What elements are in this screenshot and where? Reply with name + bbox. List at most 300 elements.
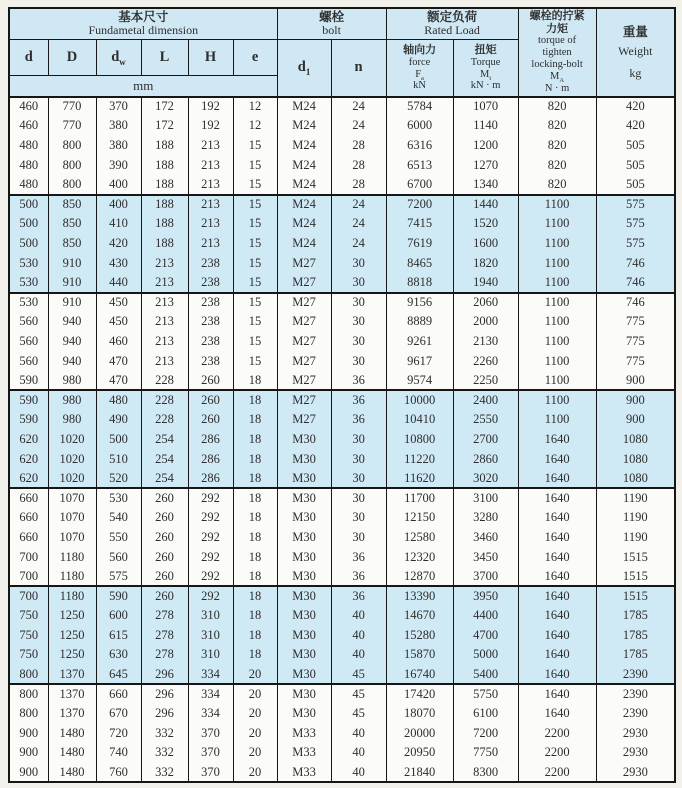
cell-bolt-size: M24 — [277, 195, 331, 215]
cell-bolt-count: 36 — [331, 586, 386, 606]
cell-weight: 2390 — [596, 665, 675, 685]
cell-locking-torque: 1640 — [518, 508, 596, 528]
cell-axial-force: 12870 — [386, 567, 453, 587]
cell-axial-force: 6000 — [386, 116, 453, 136]
locking-torque-zh-line2: 力矩 — [546, 22, 569, 35]
table-row — [9, 312, 675, 332]
cell-d: 500 — [9, 195, 48, 215]
cell-bolt-count: 30 — [331, 312, 386, 332]
cell-axial-force: 6316 — [386, 136, 453, 156]
rated-load-zh: 额定负荷 — [427, 10, 478, 24]
cell-bolt-size: M24 — [277, 155, 331, 175]
cell-bolt-count: 30 — [331, 253, 386, 273]
cell-locking-torque: 820 — [518, 175, 596, 195]
cell-torque: 7200 — [453, 724, 518, 744]
cell-locking-torque: 1100 — [518, 332, 596, 352]
cell-weight: 575 — [596, 234, 675, 254]
cell-axial-force: 9574 — [386, 371, 453, 391]
cell-locking-torque: 1640 — [518, 586, 596, 606]
cell-axial-force: 8465 — [386, 253, 453, 273]
cell-locking-torque: 820 — [518, 116, 596, 136]
cell-L: 213 — [141, 273, 188, 293]
cell-d: 900 — [9, 763, 48, 783]
cell-bolt-count: 36 — [331, 410, 386, 430]
cell-axial-force: 12580 — [386, 528, 453, 548]
cell-d: 500 — [9, 234, 48, 254]
cell-H: 310 — [188, 645, 233, 665]
header-n: n — [331, 40, 386, 97]
cell-D: 1480 — [48, 763, 96, 783]
cell-d: 620 — [9, 430, 48, 450]
cell-bolt-count: 36 — [331, 371, 386, 391]
cell-bolt-size: M30 — [277, 586, 331, 606]
cell-weight: 575 — [596, 214, 675, 234]
cell-axial-force: 10800 — [386, 430, 453, 450]
cell-e: 18 — [233, 449, 277, 469]
cell-L: 296 — [141, 665, 188, 685]
cell-torque: 3020 — [453, 469, 518, 489]
cell-torque: 5000 — [453, 645, 518, 665]
cell-dw: 390 — [96, 155, 141, 175]
locking-torque-unit: N · m — [544, 83, 570, 95]
cell-bolt-size: M30 — [277, 645, 331, 665]
cell-torque: 3450 — [453, 547, 518, 567]
cell-axial-force: 12320 — [386, 547, 453, 567]
fundamental-dimension-en: Fundametal dimension — [88, 23, 199, 38]
cell-bolt-count: 45 — [331, 684, 386, 704]
cell-axial-force: 8889 — [386, 312, 453, 332]
table-row — [9, 371, 675, 391]
cell-D: 1250 — [48, 626, 96, 646]
table-row — [9, 567, 675, 587]
cell-D: 850 — [48, 234, 96, 254]
cell-torque: 1070 — [453, 97, 518, 117]
cell-e: 20 — [233, 763, 277, 783]
table-row — [9, 724, 675, 744]
cell-dw: 740 — [96, 743, 141, 763]
cell-torque: 2250 — [453, 371, 518, 391]
torque-unit: kN · m — [470, 80, 501, 92]
cell-locking-torque: 1640 — [518, 430, 596, 450]
cell-D: 910 — [48, 293, 96, 313]
cell-weight: 1190 — [596, 488, 675, 508]
cell-d: 460 — [9, 97, 48, 117]
locking-torque-zh-line1: 螺栓的拧紧 — [529, 10, 585, 22]
axial-force-zh: 轴向力 — [403, 43, 437, 56]
cell-e: 18 — [233, 547, 277, 567]
cell-d: 530 — [9, 273, 48, 293]
axial-force-symbol: $F_a$ — [415, 68, 424, 82]
cell-e: 18 — [233, 528, 277, 548]
cell-e: 20 — [233, 684, 277, 704]
cell-e: 15 — [233, 293, 277, 313]
cell-L: 254 — [141, 449, 188, 469]
cell-H: 334 — [188, 704, 233, 724]
table-row — [9, 390, 675, 410]
cell-d: 530 — [9, 293, 48, 313]
cell-weight: 2390 — [596, 704, 675, 724]
cell-locking-torque: 1640 — [518, 488, 596, 508]
cell-locking-torque: 2200 — [518, 743, 596, 763]
cell-bolt-count: 30 — [331, 351, 386, 371]
cell-dw: 660 — [96, 684, 141, 704]
cell-bolt-count: 24 — [331, 195, 386, 215]
cell-locking-torque: 1640 — [518, 449, 596, 469]
cell-e: 15 — [233, 273, 277, 293]
cell-bolt-count: 30 — [331, 273, 386, 293]
cell-weight: 1080 — [596, 469, 675, 489]
cell-axial-force: 9156 — [386, 293, 453, 313]
cell-torque: 1200 — [453, 136, 518, 156]
cell-axial-force: 8818 — [386, 273, 453, 293]
cell-D: 1370 — [48, 704, 96, 724]
cell-locking-torque: 2200 — [518, 724, 596, 744]
header-fundamental-dimension — [9, 8, 277, 40]
cell-L: 188 — [141, 234, 188, 254]
cell-bolt-count: 36 — [331, 390, 386, 410]
cell-bolt-count: 30 — [331, 469, 386, 489]
cell-locking-torque: 820 — [518, 136, 596, 156]
cell-L: 213 — [141, 332, 188, 352]
cell-H: 213 — [188, 234, 233, 254]
cell-d: 500 — [9, 214, 48, 234]
cell-dw: 460 — [96, 332, 141, 352]
cell-torque: 1600 — [453, 234, 518, 254]
cell-axial-force: 7200 — [386, 195, 453, 215]
cell-bolt-size: M30 — [277, 430, 331, 450]
cell-weight: 505 — [596, 175, 675, 195]
cell-H: 192 — [188, 116, 233, 136]
cell-e: 20 — [233, 743, 277, 763]
cell-weight: 1515 — [596, 567, 675, 587]
cell-bolt-size: M27 — [277, 293, 331, 313]
cell-bolt-size: M30 — [277, 567, 331, 587]
cell-dw: 450 — [96, 293, 141, 313]
cell-axial-force: 12150 — [386, 508, 453, 528]
cell-L: 278 — [141, 606, 188, 626]
cell-torque: 2060 — [453, 293, 518, 313]
cell-bolt-count: 40 — [331, 743, 386, 763]
cell-D: 980 — [48, 390, 96, 410]
cell-weight: 900 — [596, 390, 675, 410]
cell-bolt-size: M24 — [277, 116, 331, 136]
cell-locking-torque: 1640 — [518, 645, 596, 665]
cell-bolt-count: 24 — [331, 214, 386, 234]
cell-H: 238 — [188, 312, 233, 332]
header-torque — [453, 40, 518, 97]
cell-locking-torque: 1100 — [518, 293, 596, 313]
cell-weight: 575 — [596, 195, 675, 215]
header-axial-force — [386, 40, 453, 97]
cell-bolt-size: M30 — [277, 665, 331, 685]
cell-torque: 3100 — [453, 488, 518, 508]
cell-D: 1370 — [48, 684, 96, 704]
cell-bolt-count: 30 — [331, 332, 386, 352]
cell-torque: 4400 — [453, 606, 518, 626]
cell-H: 286 — [188, 469, 233, 489]
cell-L: 228 — [141, 410, 188, 430]
cell-L: 254 — [141, 430, 188, 450]
cell-dw: 410 — [96, 214, 141, 234]
fundamental-dimension-zh: 基本尺寸 — [118, 10, 169, 24]
locking-torque-en-line1: torque of — [537, 35, 577, 47]
cell-torque: 5400 — [453, 665, 518, 685]
cell-dw: 440 — [96, 273, 141, 293]
cell-H: 334 — [188, 665, 233, 685]
cell-d: 800 — [9, 704, 48, 724]
table-row — [9, 155, 675, 175]
cell-L: 260 — [141, 586, 188, 606]
cell-D: 850 — [48, 195, 96, 215]
cell-weight: 775 — [596, 312, 675, 332]
cell-bolt-count: 30 — [331, 293, 386, 313]
cell-bolt-size: M30 — [277, 528, 331, 548]
table-row — [9, 743, 675, 763]
cell-D: 1250 — [48, 606, 96, 626]
cell-dw: 490 — [96, 410, 141, 430]
cell-bolt-count: 28 — [331, 155, 386, 175]
cell-H: 238 — [188, 351, 233, 371]
cell-e: 15 — [233, 351, 277, 371]
cell-e: 15 — [233, 136, 277, 156]
cell-axial-force: 9617 — [386, 351, 453, 371]
table-row — [9, 665, 675, 685]
cell-L: 188 — [141, 175, 188, 195]
cell-D: 940 — [48, 351, 96, 371]
cell-locking-torque: 1640 — [518, 704, 596, 724]
table-row — [9, 175, 675, 195]
cell-weight: 1190 — [596, 508, 675, 528]
cell-bolt-count: 40 — [331, 606, 386, 626]
cell-e: 12 — [233, 97, 277, 117]
table-row — [9, 97, 675, 117]
cell-bolt-size: M24 — [277, 175, 331, 195]
cell-d: 590 — [9, 371, 48, 391]
cell-H: 238 — [188, 253, 233, 273]
cell-bolt-size: M27 — [277, 273, 331, 293]
cell-L: 278 — [141, 645, 188, 665]
cell-L: 228 — [141, 371, 188, 391]
cell-bolt-size: M33 — [277, 763, 331, 783]
header-unit-mm: mm — [9, 76, 277, 97]
cell-bolt-count: 40 — [331, 763, 386, 783]
cell-dw: 575 — [96, 567, 141, 587]
cell-torque: 2400 — [453, 390, 518, 410]
table-row — [9, 469, 675, 489]
cell-bolt-size: M27 — [277, 351, 331, 371]
cell-d: 480 — [9, 136, 48, 156]
cell-H: 310 — [188, 606, 233, 626]
cell-L: 213 — [141, 351, 188, 371]
cell-locking-torque: 1100 — [518, 195, 596, 215]
cell-locking-torque: 1640 — [518, 606, 596, 626]
cell-locking-torque: 1100 — [518, 390, 596, 410]
cell-L: 188 — [141, 195, 188, 215]
cell-D: 910 — [48, 273, 96, 293]
cell-L: 296 — [141, 684, 188, 704]
cell-bolt-count: 40 — [331, 626, 386, 646]
cell-L: 260 — [141, 547, 188, 567]
cell-weight: 900 — [596, 371, 675, 391]
cell-bolt-count: 30 — [331, 430, 386, 450]
cell-weight: 1785 — [596, 626, 675, 646]
cell-H: 238 — [188, 273, 233, 293]
cell-torque: 1520 — [453, 214, 518, 234]
cell-weight: 775 — [596, 351, 675, 371]
cell-weight: 420 — [596, 97, 675, 117]
cell-bolt-count: 45 — [331, 665, 386, 685]
cell-torque: 4700 — [453, 626, 518, 646]
cell-torque: 3700 — [453, 567, 518, 587]
cell-locking-torque: 1640 — [518, 547, 596, 567]
cell-locking-torque: 1640 — [518, 528, 596, 548]
cell-dw: 615 — [96, 626, 141, 646]
cell-bolt-count: 24 — [331, 234, 386, 254]
torque-zh: 扭矩 — [474, 43, 497, 56]
cell-bolt-size: M24 — [277, 97, 331, 117]
cell-L: 254 — [141, 469, 188, 489]
cell-axial-force: 5784 — [386, 97, 453, 117]
cell-d: 900 — [9, 724, 48, 744]
cell-e: 18 — [233, 430, 277, 450]
cell-locking-torque: 820 — [518, 97, 596, 117]
cell-bolt-count: 24 — [331, 97, 386, 117]
cell-H: 192 — [188, 97, 233, 117]
cell-L: 213 — [141, 253, 188, 273]
axial-force-unit: kN — [413, 80, 426, 92]
cell-dw: 630 — [96, 645, 141, 665]
cell-L: 213 — [141, 312, 188, 332]
cell-axial-force: 11220 — [386, 449, 453, 469]
table-row — [9, 293, 675, 313]
cell-bolt-size: M27 — [277, 332, 331, 352]
cell-weight: 1515 — [596, 547, 675, 567]
table-row — [9, 606, 675, 626]
cell-bolt-count: 28 — [331, 175, 386, 195]
cell-H: 292 — [188, 567, 233, 587]
cell-dw: 370 — [96, 97, 141, 117]
cell-H: 260 — [188, 371, 233, 391]
cell-D: 770 — [48, 97, 96, 117]
table-row — [9, 136, 675, 156]
cell-L: 332 — [141, 724, 188, 744]
cell-dw: 600 — [96, 606, 141, 626]
cell-weight: 420 — [596, 116, 675, 136]
cell-d: 590 — [9, 390, 48, 410]
cell-dw: 380 — [96, 116, 141, 136]
rated-load-en: Rated Load — [424, 23, 480, 38]
cell-D: 1370 — [48, 665, 96, 685]
cell-e: 18 — [233, 390, 277, 410]
table-row — [9, 645, 675, 665]
cell-L: 172 — [141, 97, 188, 117]
cell-dw: 500 — [96, 430, 141, 450]
cell-H: 292 — [188, 488, 233, 508]
header-rated-load-group — [386, 8, 518, 40]
cell-axial-force: 11620 — [386, 469, 453, 489]
cell-D: 940 — [48, 332, 96, 352]
cell-H: 292 — [188, 586, 233, 606]
cell-locking-torque: 1100 — [518, 273, 596, 293]
cell-L: 260 — [141, 528, 188, 548]
cell-bolt-count: 28 — [331, 136, 386, 156]
cell-D: 910 — [48, 253, 96, 273]
cell-L: 228 — [141, 390, 188, 410]
cell-weight: 1080 — [596, 449, 675, 469]
cell-axial-force: 9261 — [386, 332, 453, 352]
torque-en: Torque — [470, 56, 501, 68]
cell-D: 770 — [48, 116, 96, 136]
cell-weight: 746 — [596, 293, 675, 313]
table-row — [9, 234, 675, 254]
cell-H: 370 — [188, 763, 233, 783]
cell-e: 18 — [233, 371, 277, 391]
header-weight — [596, 8, 675, 97]
cell-locking-torque: 1640 — [518, 665, 596, 685]
cell-dw: 720 — [96, 724, 141, 744]
header-locking-torque — [518, 8, 596, 97]
cell-bolt-count: 24 — [331, 116, 386, 136]
cell-H: 334 — [188, 684, 233, 704]
cell-d: 480 — [9, 155, 48, 175]
cell-e: 12 — [233, 116, 277, 136]
table-row — [9, 684, 675, 704]
cell-e: 18 — [233, 508, 277, 528]
cell-torque: 2130 — [453, 332, 518, 352]
locking-torque-en-line3: locking-bolt — [531, 59, 583, 71]
table-row — [9, 704, 675, 724]
cell-e: 18 — [233, 586, 277, 606]
cell-axial-force: 17420 — [386, 684, 453, 704]
cell-e: 15 — [233, 332, 277, 352]
cell-torque: 2000 — [453, 312, 518, 332]
cell-D: 1020 — [48, 469, 96, 489]
cell-bolt-size: M27 — [277, 390, 331, 410]
cell-dw: 760 — [96, 763, 141, 783]
table-body — [9, 97, 675, 783]
cell-torque: 8300 — [453, 763, 518, 783]
cell-locking-torque: 1100 — [518, 371, 596, 391]
cell-dw: 450 — [96, 312, 141, 332]
cell-dw: 590 — [96, 586, 141, 606]
cell-dw: 480 — [96, 390, 141, 410]
cell-axial-force: 7619 — [386, 234, 453, 254]
cell-H: 292 — [188, 508, 233, 528]
cell-H: 238 — [188, 293, 233, 313]
bolt-en: bolt — [322, 23, 341, 38]
cell-bolt-size: M27 — [277, 371, 331, 391]
cell-D: 850 — [48, 214, 96, 234]
cell-D: 1480 — [48, 743, 96, 763]
cell-axial-force: 20000 — [386, 724, 453, 744]
cell-bolt-size: M33 — [277, 724, 331, 744]
cell-locking-torque: 2200 — [518, 763, 596, 783]
cell-bolt-size: M27 — [277, 312, 331, 332]
cell-H: 292 — [188, 547, 233, 567]
cell-torque: 1340 — [453, 175, 518, 195]
cell-torque: 3950 — [453, 586, 518, 606]
cell-weight: 2930 — [596, 743, 675, 763]
cell-dw: 530 — [96, 488, 141, 508]
cell-L: 260 — [141, 488, 188, 508]
table-row — [9, 332, 675, 352]
cell-bolt-size: M30 — [277, 626, 331, 646]
cell-D: 1020 — [48, 430, 96, 450]
cell-torque: 5750 — [453, 684, 518, 704]
cell-weight: 2390 — [596, 684, 675, 704]
cell-locking-torque: 820 — [518, 155, 596, 175]
cell-d: 750 — [9, 645, 48, 665]
